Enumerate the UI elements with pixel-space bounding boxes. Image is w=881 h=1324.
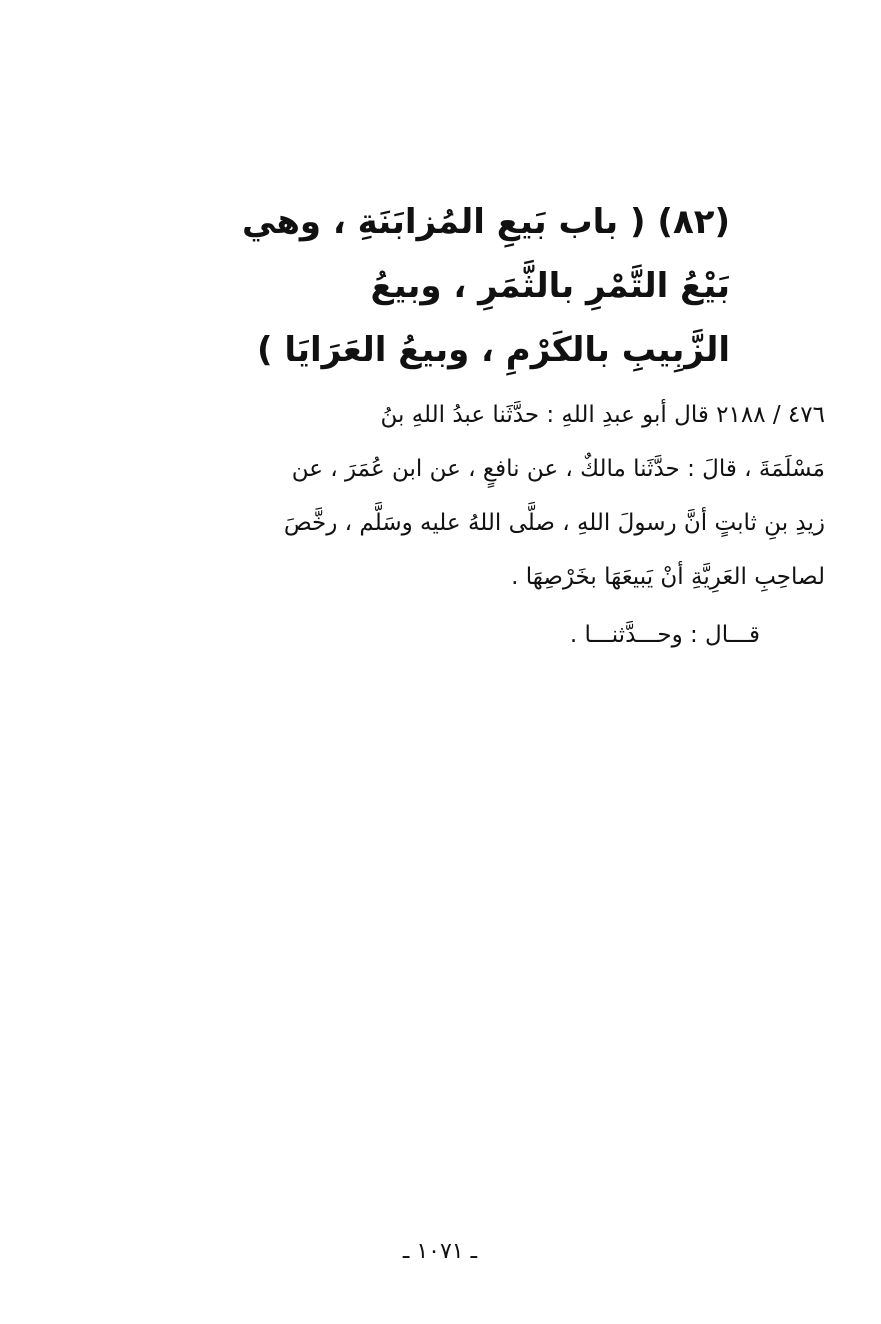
hadith-line: زيدِ بنِ ثابتٍ أنَّ رسولَ اللهِ ، صلَّى اللهُ عليه وسَلَّم ، رخَّصَ bbox=[283, 510, 825, 536]
hadith-line: ٤٧٦ / ٢١٨٨ قال أبو عبدِ اللهِ : حدَّثَنا عبدُ اللهِ بنُ bbox=[380, 402, 825, 428]
hadith-line: مَسْلَمَةَ ، قالَ : حدَّثَنا مالكٌ ، عن نافعٍ ، عن ابن عُمَرَ ، عن bbox=[291, 456, 825, 482]
page-number: ـ ١٠٧١ ـ bbox=[402, 1239, 478, 1264]
chapter-heading-line: (٨٢) ( باب بَيعِ المُزابَنَةِ ، وهي bbox=[241, 202, 730, 242]
chapter-heading-line: الزَّبِيبِ بالكَرْمِ ، وبيعُ العَرَايَا ) bbox=[257, 330, 730, 370]
hadith-closing-line: قـــال : وحـــدَّثنـــا . bbox=[569, 622, 760, 648]
hadith-text bbox=[150, 388, 825, 604]
chapter-heading-line: بَيْعُ التَّمْرِ بالثَّمَرِ ، وبيعُ bbox=[370, 266, 730, 306]
chapter-heading bbox=[150, 190, 730, 382]
hadith-line: لصاحِبِ العَرِيَّةِ أنْ يَبيعَهَا بخَرْصِهَا . bbox=[511, 564, 825, 590]
